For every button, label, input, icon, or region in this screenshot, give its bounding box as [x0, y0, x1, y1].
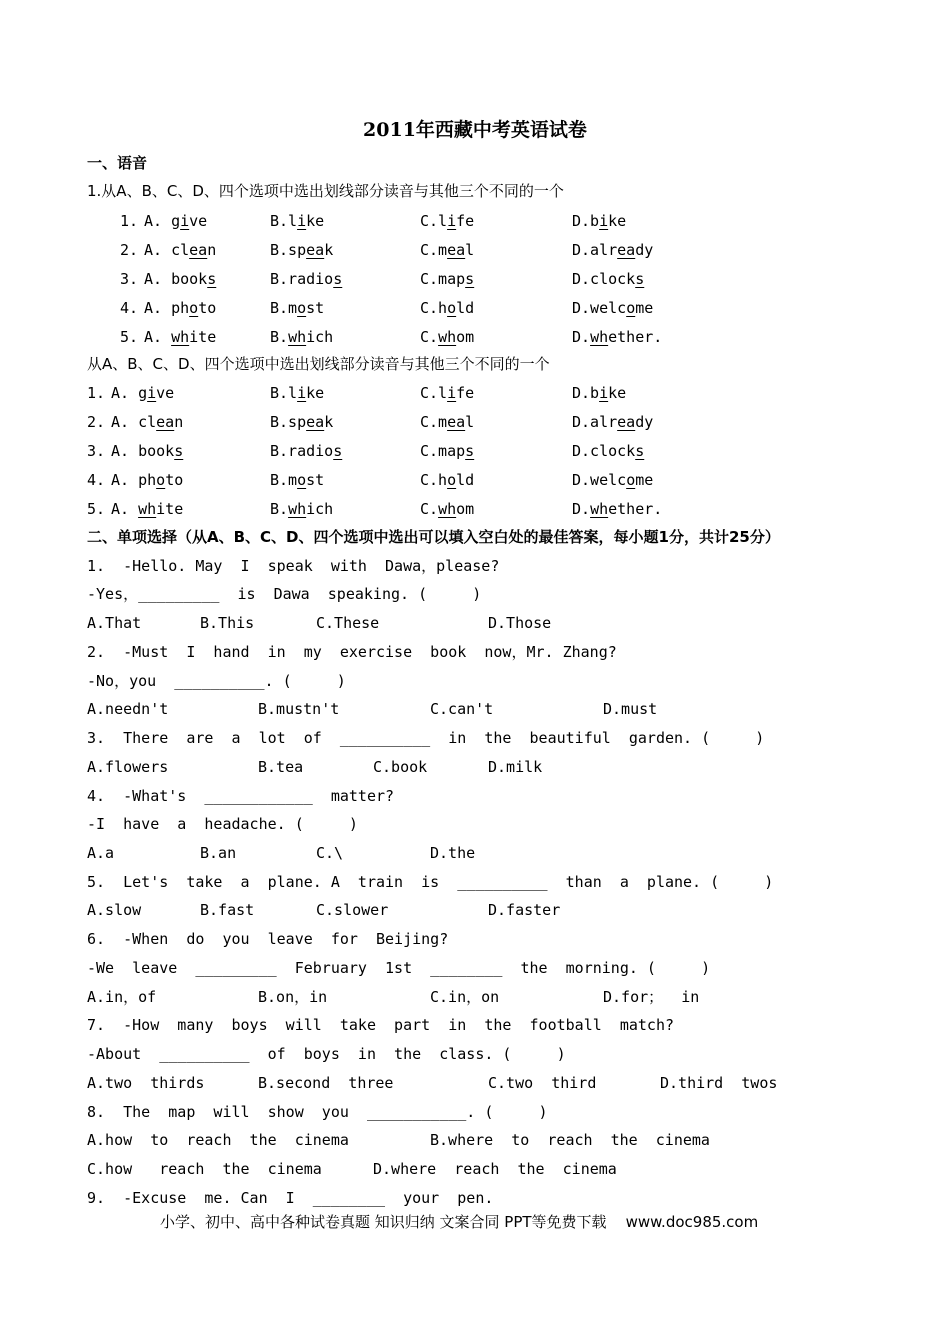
question-line: -About __________ of boys in the class. ( )	[87, 1045, 566, 1063]
option-a: A. clean	[111, 413, 184, 431]
option-a: A. books	[111, 442, 184, 460]
answer-option: C.These	[316, 614, 380, 632]
answer-option: B.tea	[258, 758, 304, 776]
question-line: 7. -How many boys will take part in the football match?	[87, 1016, 674, 1034]
answer-option: C.\	[316, 844, 344, 862]
phonetics-item-number: 3.	[120, 270, 139, 288]
answer-option: B.This	[200, 614, 255, 632]
option-c: C.life	[420, 212, 475, 230]
question-line: 5. Let's take a plane. A train is __________ than a plane. ( )	[87, 873, 774, 891]
footer-text: 小学、初中、高中各种试卷真题 知识归纳 文案合同 PPT等免费下载 www.doc985.com	[160, 1213, 759, 1231]
answer-option: C.book	[373, 758, 428, 776]
answer-option: D.for； in	[603, 988, 700, 1006]
answer-option: B.an	[200, 844, 237, 862]
answer-option: A.in，of	[87, 988, 157, 1006]
phonetics-item-number: 4.	[120, 299, 139, 317]
question-line: -I have a headache. ( )	[87, 815, 358, 833]
option-d: D.welcome	[572, 471, 654, 489]
answer-option: B.on，in	[258, 988, 328, 1006]
option-d: D.welcome	[572, 299, 654, 317]
option-c: C.life	[420, 384, 475, 402]
phonetics-item-number: 3.	[87, 442, 106, 460]
section-heading-phonetics: 一、语音	[87, 154, 148, 172]
option-c: C.maps	[420, 442, 475, 460]
phonetics-item-number: 5.	[120, 328, 139, 346]
option-c: C.maps	[420, 270, 475, 288]
answer-option: B.mustn't	[258, 700, 340, 718]
option-b: B.most	[270, 299, 325, 317]
answer-option: D.third twos	[660, 1074, 778, 1092]
phonetics-item-number: 1.	[87, 384, 106, 402]
answer-option: D.where reach the cinema	[373, 1160, 617, 1178]
answer-option: D.Those	[488, 614, 552, 632]
option-a: A. photo	[111, 471, 184, 489]
answer-option: B.second three	[258, 1074, 394, 1092]
answer-option: C.can't	[430, 700, 494, 718]
option-b: B.speak	[270, 241, 334, 259]
option-a: A. white	[144, 328, 217, 346]
option-b: B.radios	[270, 442, 343, 460]
option-a: A. give	[144, 212, 208, 230]
instruction-2: 从A、B、C、D、四个选项中选出划线部分读音与其他三个不同的一个	[87, 355, 550, 373]
option-b: B.which	[270, 500, 334, 518]
option-c: C.whom	[420, 328, 475, 346]
question-line: 1. -Hello. May I speak with Dawa，please?	[87, 557, 500, 575]
phonetics-item-number: 2.	[120, 241, 139, 259]
answer-option: D.the	[430, 844, 476, 862]
question-line: 3. There are a lot of __________ in the beautiful garden. ( )	[87, 729, 765, 747]
option-a: A. white	[111, 500, 184, 518]
option-b: B.speak	[270, 413, 334, 431]
option-a: A. clean	[144, 241, 217, 259]
option-c: C.whom	[420, 500, 475, 518]
phonetics-item-number: 5.	[87, 500, 106, 518]
option-d: D.already	[572, 413, 654, 431]
option-d: D.already	[572, 241, 654, 259]
answer-option: C.two third	[488, 1074, 597, 1092]
answer-option: B.fast	[200, 901, 255, 919]
option-b: B.most	[270, 471, 325, 489]
section-heading-choice: 二、单项选择（从A、B、C、D、四个选项中选出可以填入空白处的最佳答案，每小题1分，共计25分）	[87, 528, 780, 546]
answer-option: A.two thirds	[87, 1074, 205, 1092]
page-title: 2011年西藏中考英语试卷	[363, 119, 587, 141]
answer-option: A.a	[87, 844, 115, 862]
option-d: D.bike	[572, 384, 627, 402]
option-b: B.which	[270, 328, 334, 346]
option-c: C.hold	[420, 299, 475, 317]
option-c: C.meal	[420, 241, 475, 259]
answer-option: C.slower	[316, 901, 389, 919]
answer-option: A.That	[87, 614, 142, 632]
question-line: -Yes，_________ is Dawa speaking. ( )	[87, 585, 482, 603]
option-d: D.clocks	[572, 270, 645, 288]
answer-option: D.must	[603, 700, 658, 718]
option-a: A. photo	[144, 299, 217, 317]
option-c: C.meal	[420, 413, 475, 431]
answer-option: C.how reach the cinema	[87, 1160, 322, 1178]
phonetics-item-number: 4.	[87, 471, 106, 489]
question-line: 6. -When do you leave for Beijing?	[87, 930, 449, 948]
phonetics-item-number: 1.	[120, 212, 139, 230]
answer-option: A.how to reach the cinema	[87, 1131, 349, 1149]
answer-option: A.flowers	[87, 758, 169, 776]
question-line: -No，you __________. ( )	[87, 672, 346, 690]
option-b: B.like	[270, 212, 325, 230]
option-c: C.hold	[420, 471, 475, 489]
answer-option: A.slow	[87, 901, 142, 919]
question-line: 8. The map will show you ___________. ( )	[87, 1103, 548, 1121]
option-d: D.whether.	[572, 500, 663, 518]
answer-option: B.where to reach the cinema	[430, 1131, 710, 1149]
option-b: B.like	[270, 384, 325, 402]
answer-option: D.faster	[488, 901, 561, 919]
question-line: 4. -What's ____________ matter?	[87, 787, 395, 805]
option-d: D.bike	[572, 212, 627, 230]
option-b: B.radios	[270, 270, 343, 288]
answer-option: C.in，on	[430, 988, 500, 1006]
question-line: 2. -Must I hand in my exercise book now，Mr. Zhang?	[87, 643, 617, 661]
answer-option: A.needn't	[87, 700, 169, 718]
phonetics-item-number: 2.	[87, 413, 106, 431]
option-a: A. books	[144, 270, 217, 288]
question-line: -We leave _________ February 1st ________ the morning. ( )	[87, 959, 711, 977]
answer-option: D.milk	[488, 758, 543, 776]
option-a: A. give	[111, 384, 175, 402]
option-d: D.clocks	[572, 442, 645, 460]
option-d: D.whether.	[572, 328, 663, 346]
question-line: 9. -Excuse me. Can I ________ your pen.	[87, 1189, 494, 1207]
instruction-1: 1.从A、B、C、D、四个选项中选出划线部分读音与其他三个不同的一个	[87, 182, 564, 200]
